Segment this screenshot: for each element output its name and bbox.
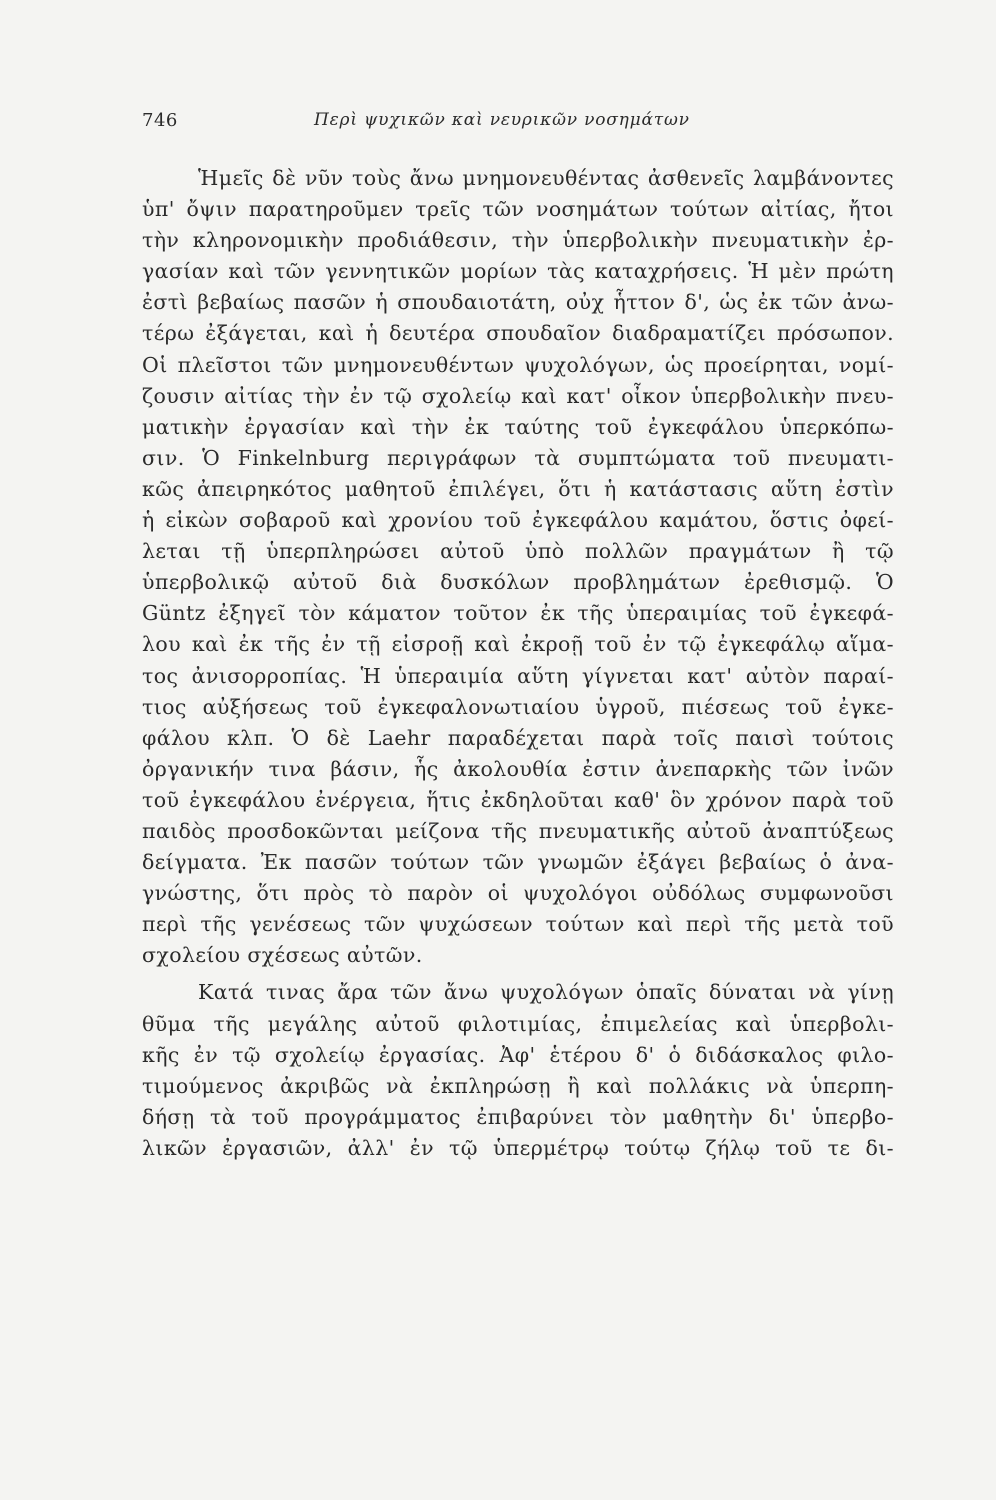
text-line: λικῶν ἐργασιῶν, ἀλλ' ἐν τῷ ὑπερμέτρῳ τούτῳ ζήλῳ τοῦ τε δι- [142,1135,894,1160]
text-line: ὑπερβολικῷ αὐτοῦ διὰ δυσκόλων προβλημάτων ἐρεθισμῷ. Ὁ [142,570,894,595]
text-line: περὶ τῆς γενέσεως τῶν ψυχώσεων τούτων καὶ περὶ τῆς μετὰ τοῦ [142,912,894,937]
paragraph-2 [142,977,894,1164]
running-title: Περὶ ψυχικῶν καὶ νευρικῶν νοσημάτων [314,110,690,130]
body-text [142,163,894,1164]
text-line: λεται τῇ ὑπερπληρώσει αὐτοῦ ὑπὸ πολλῶν πραγμάτων ἢ τῷ [142,539,894,564]
text-line: σχολείου σχέσεως αὐτῶν. [142,943,423,968]
text-line: λου καὶ ἐκ τῆς ἐν τῇ εἰσροῇ καὶ ἐκροῇ τοῦ ἐν τῷ ἐγκεφάλῳ αἵμα- [142,632,894,657]
text-line: ὑπ' ὄψιν παρατηροῦμεν τρεῖς τῶν νοσημάτων τούτων αἰτίας, ἤτοι [142,197,894,222]
text-line: τέρω ἐξάγεται, καὶ ἡ δευτέρα σπουδαῖον διαδραματίζει πρόσωπον. [142,321,894,346]
text-line: ἡ εἰκὼν σοβαροῦ καὶ χρονίου τοῦ ἐγκεφάλου καμάτου, ὅστις ὀφεί- [142,508,894,533]
text-line: δήσῃ τὰ τοῦ προγράμματος ἐπιβαρύνει τὸν μαθητὴν δι' ὑπερβο- [142,1104,894,1129]
text-line: ἐστὶ βεβαίως πασῶν ἡ σπουδαιοτάτη, οὐχ ἧττον δ', ὡς ἐκ τῶν ἀνω- [142,290,894,315]
text-line: σιν. Ὁ Finkelnburg περιγράφων τὰ συμπτώματα τοῦ πνευματι- [142,445,894,470]
text-line: φάλου κλπ. Ὁ δὲ Laehr παραδέχεται παρὰ τοῖς παισὶ τούτοις [142,725,894,750]
text-line: Οἱ πλεῖστοι τῶν μνημονευθέντων ψυχολόγων, ὡς προείρηται, νομί- [142,352,894,377]
text-line: τὴν κληρονομικὴν προδιάθεσιν, τὴν ὑπερβολικὴν πνευματικὴν ἐρ- [142,228,894,253]
text-line: γνώστης, ὅτι πρὸς τὸ παρὸν οἱ ψυχολόγοι οὐδόλως συμφωνοῦσι [142,881,894,906]
text-line: τος ἀνισορροπίας. Ἡ ὑπεραιμία αὕτη γίγνεται κατ' αὐτὸν παραί- [142,663,894,688]
text-line: ζουσιν αἰτίας τὴν ἐν τῷ σχολείῳ καὶ κατ' οἶκον ὑπερβολικὴν πνευ- [142,383,894,408]
text-line: δείγματα. Ἐκ πασῶν τούτων τῶν γνωμῶν ἐξάγει βεβαίως ὁ ἀνα- [142,850,894,875]
page-number: 746 [142,110,178,131]
text-line: Güntz ἐξηγεῖ τὸν κάματον τοῦτον ἐκ τῆς ὑπεραιμίας τοῦ ἐγκεφά- [142,601,894,626]
text-line: κῆς ἐν τῷ σχολείῳ ἐργασίας. Ἀφ' ἑτέρου δ' ὁ διδάσκαλος φιλο- [142,1042,894,1067]
text-line: Ἡμεῖς δὲ νῦν τοὺς ἄνω μνημονευθέντας ἀσθενεῖς λαμβάνοντες [198,166,894,190]
page-header [142,110,892,140]
text-line: ματικὴν ἐργασίαν καὶ τὴν ἐκ ταύτης τοῦ ἐγκεφάλου ὑπερκόπω- [142,414,894,439]
text-line: τιος αὐξήσεως τοῦ ἐγκεφαλονωτιαίου ὑγροῦ, πιέσεως τοῦ ἐγκε- [142,694,894,719]
text-line: γασίαν καὶ τῶν γεννητικῶν μορίων τὰς καταχρήσεις. Ἡ μὲν πρώτη [142,259,894,284]
text-line: ὀργανικήν τινα βάσιν, ἧς ἀκολουθία ἐστιν ἀνεπαρκὴς τῶν ἰνῶν [142,756,894,781]
text-line: παιδὸς προσδοκῶνται μείζονα τῆς πνευματικῆς αὐτοῦ ἀναπτύξεως [142,818,894,843]
text-line: θῦμα τῆς μεγάλης αὐτοῦ φιλοτιμίας, ἐπιμελείας καὶ ὑπερβολι- [142,1011,894,1036]
text-line: τιμούμενος ἀκριβῶς νὰ ἐκπληρώσῃ ἢ καὶ πολλάκις νὰ ὑπερπη- [142,1073,894,1098]
text-line: κῶς ἀπειρηκότος μαθητοῦ ἐπιλέγει, ὅτι ἡ κατάστασις αὕτη ἐστὶν [142,476,894,501]
paragraph-1 [142,163,894,971]
text-line: Κατά τινας ἄρα τῶν ἄνω ψυχολόγων ὁπαῖς δύναται νὰ γίνῃ [198,980,894,1005]
text-line: τοῦ ἐγκεφάλου ἐνέργεια, ἥτις ἐκδηλοῦται καθ' ὃν χρόνον παρὰ τοῦ [142,787,894,812]
